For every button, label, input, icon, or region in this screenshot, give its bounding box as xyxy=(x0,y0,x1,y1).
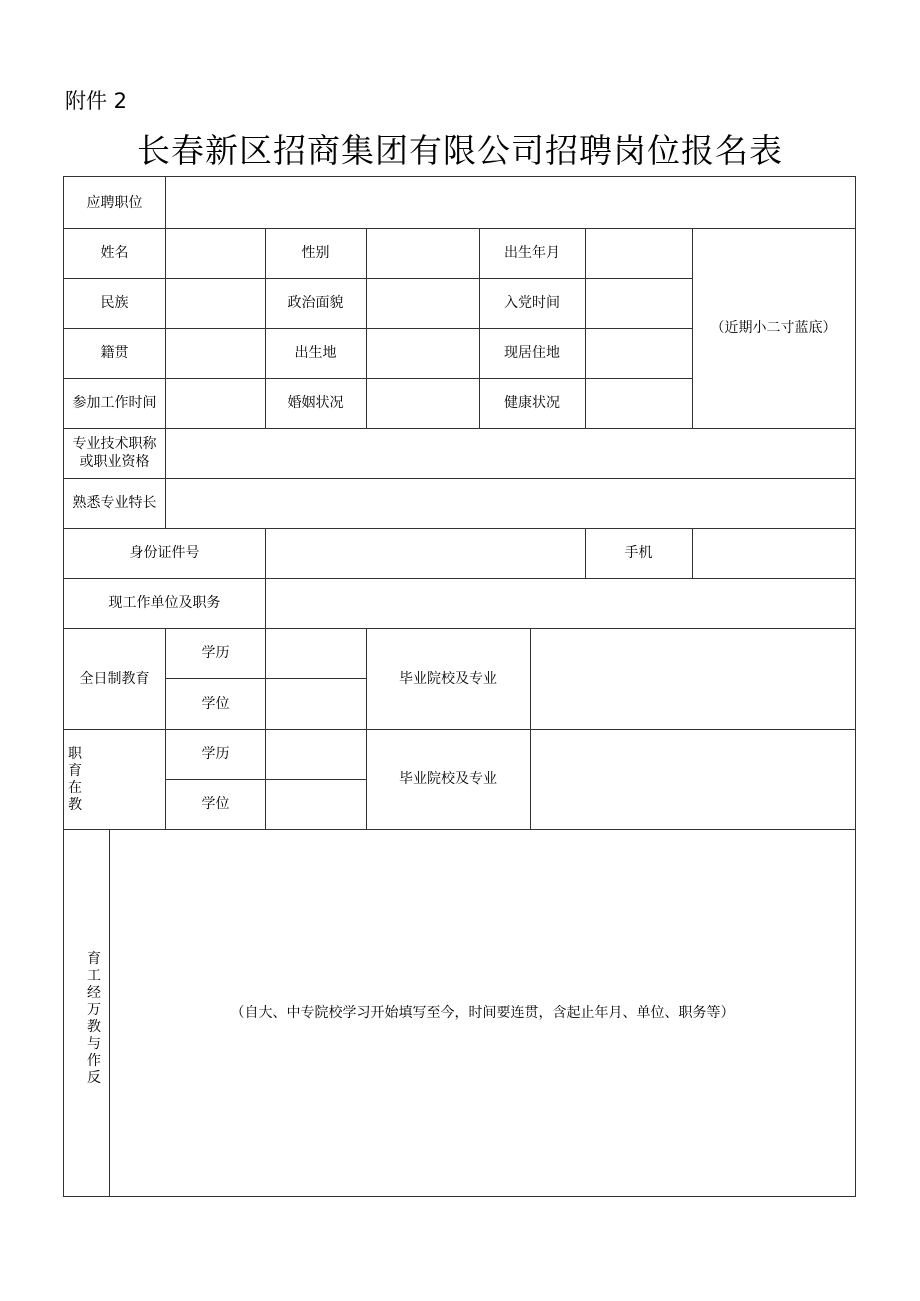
gender-label: 性别 xyxy=(301,245,330,261)
fulltime-school-major-field[interactable] xyxy=(531,629,854,729)
political-status-label: 政治面貌 xyxy=(287,295,344,311)
birth-date-field[interactable] xyxy=(586,229,692,278)
id-number-field[interactable] xyxy=(266,529,585,578)
specialty-field[interactable] xyxy=(166,479,854,528)
health-status-label: 健康状况 xyxy=(504,395,560,411)
birthplace-label: 出生地 xyxy=(294,345,337,361)
phone-label: 手机 xyxy=(624,545,653,561)
specialty-label: 熟悉专业特长 xyxy=(72,495,157,511)
title-qualification-field[interactable] xyxy=(166,429,854,478)
fulltime-degree-level-label: 学历 xyxy=(201,645,230,661)
gender-field[interactable] xyxy=(367,229,479,278)
employer-label: 现工作单位及职务 xyxy=(108,595,221,611)
fulltime-degree-field[interactable] xyxy=(267,679,366,729)
health-status-field[interactable] xyxy=(586,379,692,428)
inservice-degree-field[interactable] xyxy=(267,780,366,829)
native-place-field[interactable] xyxy=(166,329,265,378)
attachment-label: 附件 2 xyxy=(65,89,128,113)
title-qualification-line-1: 专业技术职称 xyxy=(72,436,157,452)
work-start-label: 参加工作时间 xyxy=(72,395,157,411)
title-qualification-label xyxy=(64,428,165,478)
name-label: 姓名 xyxy=(100,245,129,261)
ethnicity-label: 民族 xyxy=(100,295,129,311)
registration-form xyxy=(63,176,856,1197)
residence-field[interactable] xyxy=(586,329,692,378)
birthplace-field[interactable] xyxy=(367,329,479,378)
form-title: 长春新区招商集团有限公司招聘岗位报名表 xyxy=(137,131,783,170)
phone-field[interactable] xyxy=(693,529,854,578)
fulltime-degree-label: 学位 xyxy=(201,695,230,712)
fulltime-degree-level-field[interactable] xyxy=(267,629,366,678)
work-start-field[interactable] xyxy=(166,379,265,428)
education-work-history-field[interactable]: （自大、中专院校学习开始填写至今，时间要连贯，含起止年月、单位、职务等） xyxy=(230,1005,735,1021)
party-join-date-label: 入党时间 xyxy=(504,295,560,311)
position-label: 应聘职位 xyxy=(86,194,143,211)
political-status-field[interactable] xyxy=(367,279,479,328)
inservice-degree-level-label: 学历 xyxy=(201,746,230,762)
inservice-education-label: 职育在教 xyxy=(68,746,82,813)
native-place-label: 籍贯 xyxy=(100,345,129,361)
ethnicity-field[interactable] xyxy=(166,279,265,328)
fulltime-school-major-label: 毕业院校及专业 xyxy=(399,670,497,687)
photo-area[interactable]: （近期小二寸蓝底） xyxy=(710,320,837,336)
position-field[interactable] xyxy=(166,178,854,227)
id-number-label: 身份证件号 xyxy=(129,545,200,561)
marital-status-label: 婚姻状况 xyxy=(287,395,344,411)
name-field[interactable] xyxy=(166,229,265,278)
inservice-degree-label: 学位 xyxy=(201,796,230,812)
fulltime-education-label: 全日制教育 xyxy=(79,670,150,687)
inservice-degree-level-field[interactable] xyxy=(267,730,366,779)
employer-field[interactable] xyxy=(266,579,854,628)
residence-label: 现居住地 xyxy=(504,345,560,361)
party-join-date-field[interactable] xyxy=(586,279,692,328)
education-work-history-label: 育工经万教与作反 xyxy=(87,951,101,1086)
title-qualification-line-2: 或职业资格 xyxy=(79,454,150,470)
inservice-school-major-label: 毕业院校及专业 xyxy=(399,771,497,787)
marital-status-field[interactable] xyxy=(367,379,479,428)
inservice-school-major-field[interactable] xyxy=(531,730,854,829)
birth-date-label: 出生年月 xyxy=(504,245,560,261)
